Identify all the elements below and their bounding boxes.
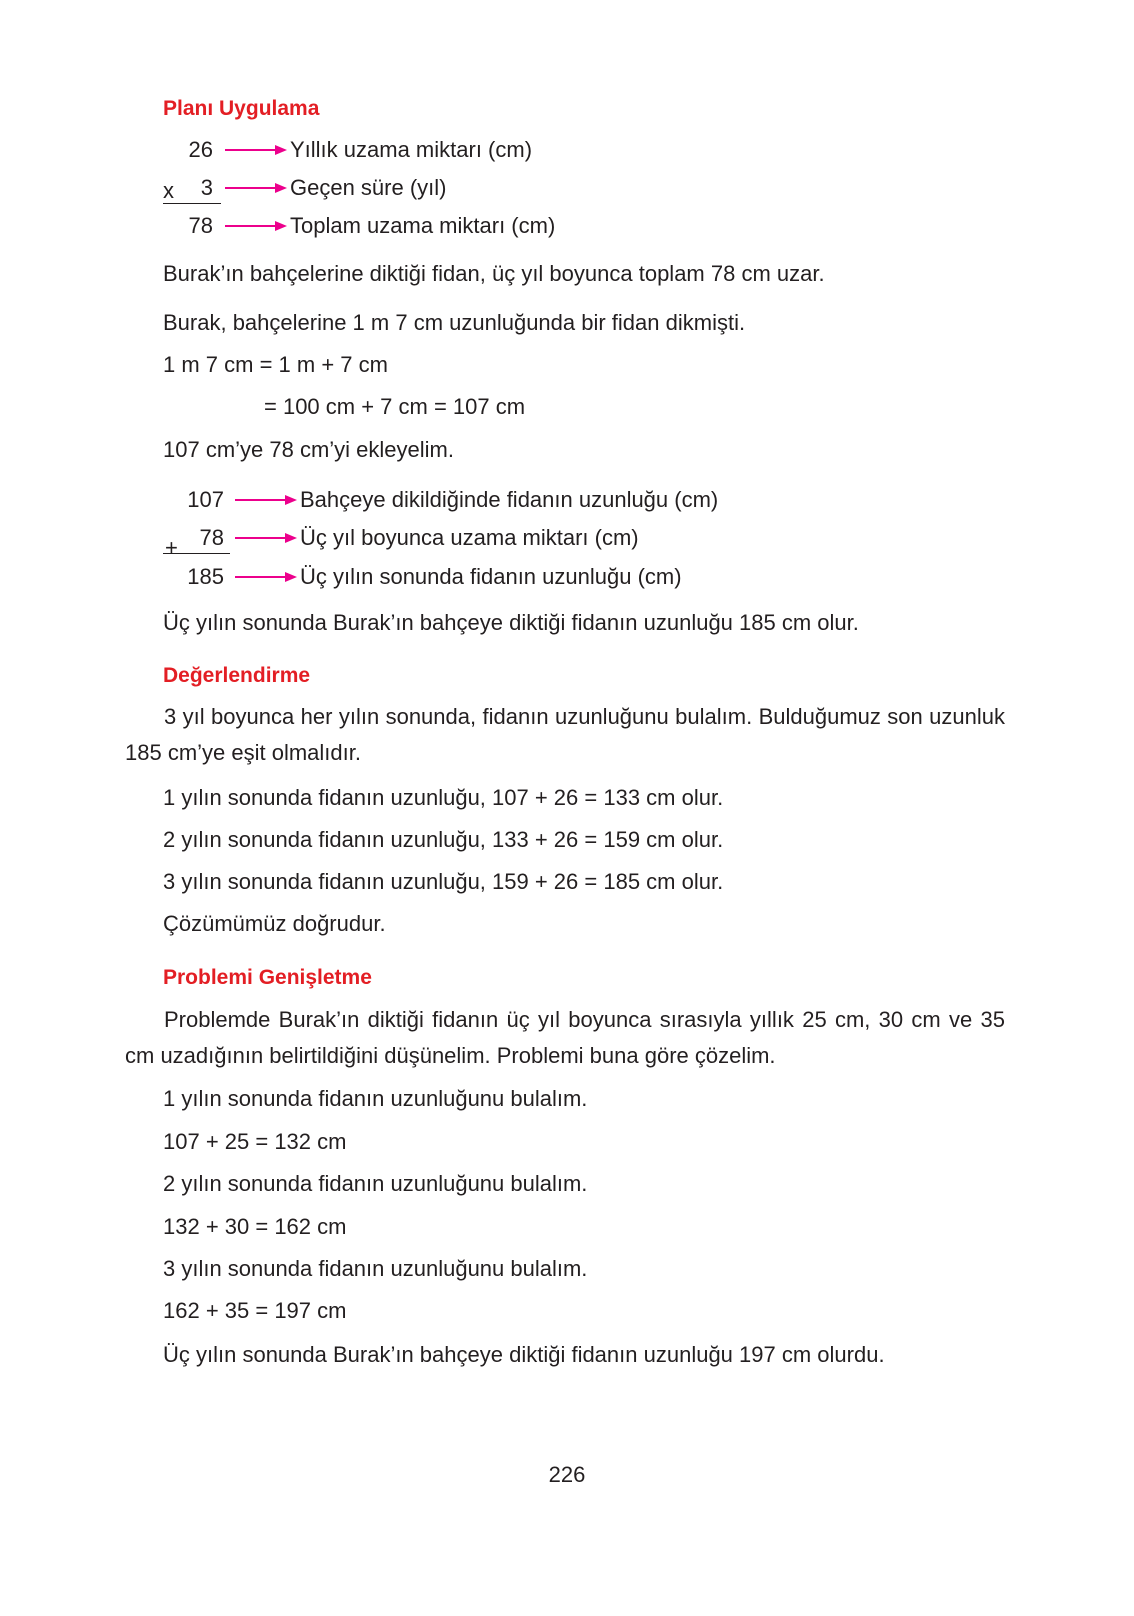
mult-label-total-growth: Toplam uzama miktarı (cm) bbox=[290, 213, 556, 238]
mult-operator: x bbox=[163, 178, 174, 203]
section-heading-problemi-genisletme: Problemi Genişletme bbox=[163, 966, 372, 989]
evaluation-line: 1 yılın sonunda fidanın uzunluğu, 107 + 26 = 133 cm olur. bbox=[163, 785, 724, 810]
add-number-78: 78 bbox=[199, 525, 224, 550]
equation-line-2: = 100 cm + 7 cm = 107 cm bbox=[264, 394, 526, 419]
arrow-icon bbox=[225, 182, 287, 194]
extension-line: 1 yılın sonunda fidanın uzunluğunu bulalım. bbox=[163, 1086, 588, 1111]
extension-line: 107 + 25 = 132 cm bbox=[163, 1129, 347, 1154]
mult-number-26: 26 bbox=[188, 137, 213, 162]
mult-label-annual-growth: Yıllık uzama miktarı (cm) bbox=[290, 137, 533, 162]
evaluation-conclusion: Çözümümüz doğrudur. bbox=[163, 911, 386, 936]
paragraph-evaluation-intro: 3 yıl boyunca her yılın sonunda, fidanın uzunluğunu bulalım. Bulduğumuz son uzunluk 185 cm’ye eşit olmalıdır. bbox=[125, 704, 1005, 765]
section-heading-degerlendirme: Değerlendirme bbox=[163, 664, 311, 687]
paragraph-result: Üç yılın sonunda Burak’ın bahçeye diktiği fidanın uzunluğu 185 cm olur. bbox=[163, 610, 859, 635]
add-number-185: 185 bbox=[187, 564, 224, 589]
section-heading-plani-uygulama: Planı Uygulama bbox=[163, 97, 320, 120]
add-label-growth: Üç yıl boyunca uzama miktarı (cm) bbox=[300, 525, 639, 550]
mult-label-elapsed-time: Geçen süre (yıl) bbox=[290, 175, 447, 200]
add-operator: + bbox=[165, 535, 178, 560]
arrow-icon bbox=[225, 144, 287, 156]
evaluation-line: 2 yılın sonunda fidanın uzunluğu, 133 + 26 = 159 cm olur. bbox=[163, 827, 724, 852]
mult-underline bbox=[163, 203, 221, 204]
arrow-icon bbox=[235, 571, 297, 583]
mult-number-78: 78 bbox=[188, 213, 213, 238]
paragraph-add: 107 cm’ye 78 cm’yi ekleyelim. bbox=[163, 437, 454, 462]
evaluation-line: 3 yılın sonunda fidanın uzunluğu, 159 + 26 = 185 cm olur. bbox=[163, 869, 724, 894]
extension-line: 3 yılın sonunda fidanın uzunluğunu bulalım. bbox=[163, 1256, 588, 1281]
page-number: 226 bbox=[548, 1462, 586, 1487]
add-underline bbox=[163, 553, 230, 554]
add-label-final-height: Üç yılın sonunda fidanın uzunluğu (cm) bbox=[300, 564, 682, 589]
extension-line: 132 + 30 = 162 cm bbox=[163, 1214, 347, 1239]
extension-conclusion: Üç yılın sonunda Burak’ın bahçeye diktiği fidanın uzunluğu 197 cm olurdu. bbox=[163, 1342, 885, 1367]
mult-number-3: 3 bbox=[200, 175, 213, 200]
add-number-107: 107 bbox=[187, 487, 224, 512]
arrow-icon bbox=[225, 220, 287, 232]
equation-line-1: 1 m 7 cm = 1 m + 7 cm bbox=[163, 352, 388, 377]
extension-line: 162 + 35 = 197 cm bbox=[163, 1298, 347, 1323]
paragraph-initial-height: Burak, bahçelerine 1 m 7 cm uzunluğunda bir fidan dikmişti. bbox=[163, 310, 746, 335]
extension-line: 2 yılın sonunda fidanın uzunluğunu bulalım. bbox=[163, 1171, 588, 1196]
paragraph-total-growth: Burak’ın bahçelerine diktiği fidan, üç yıl boyunca toplam 78 cm uzar. bbox=[163, 261, 825, 286]
arrow-icon bbox=[235, 532, 297, 544]
add-label-planted-height: Bahçeye dikildiğinde fidanın uzunluğu (cm) bbox=[300, 487, 719, 512]
arrow-icon bbox=[235, 494, 297, 506]
paragraph-extension-intro: Problemde Burak’ın diktiği fidanın üç yıl boyunca sırasıyla yıllık 25 cm, 30 cm ve 35 cm uzadığının belirtildiğini düşünelim. Problemi buna göre çözelim. bbox=[125, 1007, 1005, 1068]
